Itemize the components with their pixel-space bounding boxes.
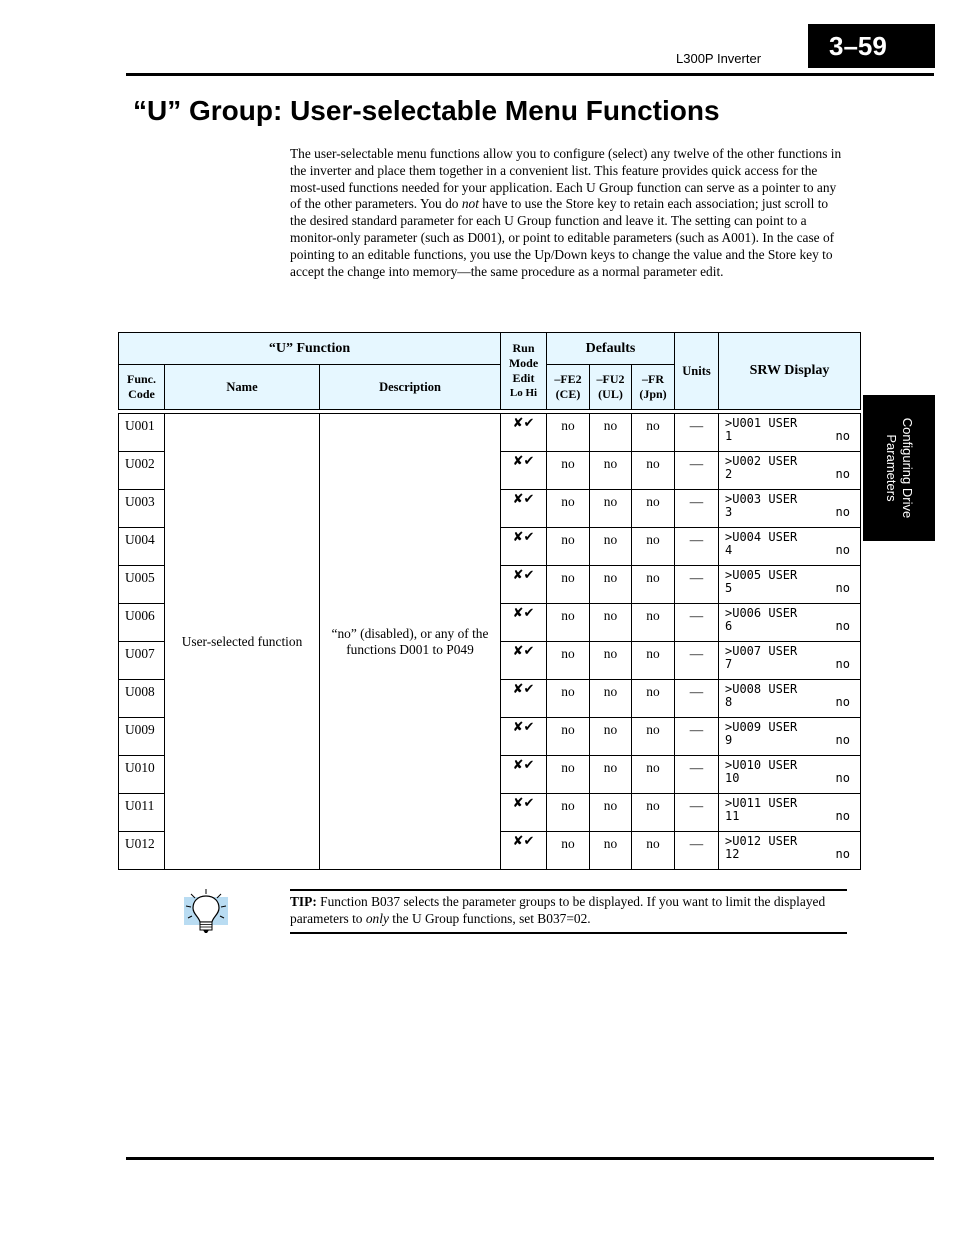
lo-hi-label: Lo Hi xyxy=(509,387,538,399)
page-number: 3–59 xyxy=(808,24,935,68)
run-mode-mark: ✘✔ xyxy=(501,452,547,490)
srw-line2-value: no xyxy=(835,847,850,861)
srw-display xyxy=(719,642,861,680)
default-fe2: no xyxy=(547,566,590,604)
table-row xyxy=(119,414,861,452)
default-fu2: no xyxy=(590,490,632,528)
function-description: “no” (disabled), or any of the functions D001 to P049 xyxy=(320,414,501,870)
func-code: U010 xyxy=(119,756,165,794)
srw-line2-value: no xyxy=(835,771,850,785)
intro-paragraph xyxy=(290,146,846,280)
func-code: U004 xyxy=(119,528,165,566)
default-fu2: no xyxy=(590,414,632,452)
func-code: U012 xyxy=(119,832,165,870)
top-rule xyxy=(126,73,934,76)
header-product: L300P Inverter xyxy=(676,51,762,66)
run-mode-mark: ✘✔ xyxy=(501,718,547,756)
header-fe2: –FE2 (CE) xyxy=(547,365,590,410)
side-tab-line1: Configuring Drive xyxy=(900,417,915,519)
default-fu2: no xyxy=(590,794,632,832)
srw-line1: >U007 USER xyxy=(725,644,798,658)
srw-display xyxy=(719,832,861,870)
default-fr: no xyxy=(632,490,675,528)
run-mode-mark: ✘✔ xyxy=(501,604,547,642)
srw-display xyxy=(719,794,861,832)
srw-line1: >U006 USER xyxy=(725,606,798,620)
srw-display xyxy=(719,680,861,718)
units: — xyxy=(675,794,719,832)
srw-line2-value: no xyxy=(835,619,850,633)
lightbulb-icon xyxy=(183,888,229,934)
srw-line2-index: 3 xyxy=(725,505,733,519)
srw-line2-value: no xyxy=(835,543,850,557)
srw-line2-value: no xyxy=(835,809,850,823)
srw-line2-index: 5 xyxy=(725,581,733,595)
tip-bottom-rule xyxy=(290,932,847,934)
units: — xyxy=(675,832,719,870)
func-code: U005 xyxy=(119,566,165,604)
func-code: U002 xyxy=(119,452,165,490)
srw-line2-index: 7 xyxy=(725,657,733,671)
srw-display xyxy=(719,718,861,756)
srw-line2-index: 9 xyxy=(725,733,733,747)
units: — xyxy=(675,490,719,528)
bottom-rule xyxy=(126,1157,934,1160)
default-fe2: no xyxy=(547,794,590,832)
srw-line2-index: 1 xyxy=(725,429,733,443)
default-fr: no xyxy=(632,756,675,794)
run-mode-mark: ✘✔ xyxy=(501,490,547,528)
function-name: User-selected function xyxy=(165,414,320,870)
intro-text-1: The user-selectable menu functions allow you to configure (select) any twelve of the other functions in the inverter and place them together in a convenient list. This feature provides quick access for the most-used functions needed for your application. Each U Group function can serve as a pointer to any of the other parameters. You do xyxy=(290,146,842,212)
run-mode-mark: ✘✔ xyxy=(501,832,547,870)
tip-label: TIP: xyxy=(290,894,317,909)
default-fu2: no xyxy=(590,642,632,680)
units: — xyxy=(675,642,719,680)
default-fr: no xyxy=(632,452,675,490)
run-mode-mark: ✘✔ xyxy=(501,680,547,718)
srw-line1: >U011 USER xyxy=(725,796,798,810)
srw-line2-value: no xyxy=(835,657,850,671)
default-fu2: no xyxy=(590,452,632,490)
srw-line1: >U003 USER xyxy=(725,492,798,506)
tip-top-rule xyxy=(290,889,847,891)
default-fe2: no xyxy=(547,528,590,566)
srw-line2-index: 6 xyxy=(725,619,733,633)
header-fu2: –FU2 (UL) xyxy=(590,365,632,410)
default-fu2: no xyxy=(590,528,632,566)
default-fe2: no xyxy=(547,642,590,680)
srw-line2-value: no xyxy=(835,505,850,519)
default-fr: no xyxy=(632,794,675,832)
func-code: U011 xyxy=(119,794,165,832)
func-code: U006 xyxy=(119,604,165,642)
run-mode-mark: ✘✔ xyxy=(501,566,547,604)
side-tab-line2: Parameters xyxy=(884,434,899,502)
units: — xyxy=(675,452,719,490)
func-code: U001 xyxy=(119,414,165,452)
default-fr: no xyxy=(632,566,675,604)
run-mode-mark: ✘✔ xyxy=(501,794,547,832)
run-mode-mark: ✘✔ xyxy=(501,528,547,566)
default-fe2: no xyxy=(547,718,590,756)
srw-line1: >U002 USER xyxy=(725,454,798,468)
srw-line1: >U005 USER xyxy=(725,568,798,582)
units: — xyxy=(675,604,719,642)
units: — xyxy=(675,718,719,756)
header-name: Name xyxy=(165,365,320,410)
srw-line2-value: no xyxy=(835,581,850,595)
srw-line1: >U012 USER xyxy=(725,834,798,848)
default-fe2: no xyxy=(547,680,590,718)
srw-line2-index: 4 xyxy=(725,543,733,557)
u-function-table xyxy=(118,332,861,870)
page-title: “U” Group: User-selectable Menu Functions xyxy=(133,95,720,126)
units: — xyxy=(675,756,719,794)
default-fe2: no xyxy=(547,414,590,452)
default-fr: no xyxy=(632,642,675,680)
intro-emphasis: not xyxy=(461,196,479,212)
func-code: U008 xyxy=(119,680,165,718)
srw-display xyxy=(719,452,861,490)
srw-line1: >U004 USER xyxy=(725,530,798,544)
func-code: U003 xyxy=(119,490,165,528)
srw-display xyxy=(719,414,861,452)
default-fe2: no xyxy=(547,604,590,642)
default-fr: no xyxy=(632,832,675,870)
default-fe2: no xyxy=(547,756,590,794)
run-mode-mark: ✘✔ xyxy=(501,642,547,680)
srw-line2-value: no xyxy=(835,429,850,443)
default-fu2: no xyxy=(590,680,632,718)
header-units: Units xyxy=(675,333,719,410)
default-fr: no xyxy=(632,414,675,452)
header-run-mode-edit xyxy=(501,333,547,410)
run-mode-mark: ✘✔ xyxy=(501,414,547,452)
default-fu2: no xyxy=(590,718,632,756)
srw-line2-index: 8 xyxy=(725,695,733,709)
default-fe2: no xyxy=(547,832,590,870)
units: — xyxy=(675,680,719,718)
srw-display xyxy=(719,528,861,566)
header-fr: –FR (Jpn) xyxy=(632,365,675,410)
default-fr: no xyxy=(632,718,675,756)
units: — xyxy=(675,528,719,566)
header-u-function: “U” Function xyxy=(119,333,501,365)
srw-line1: >U010 USER xyxy=(725,758,798,772)
default-fe2: no xyxy=(547,452,590,490)
srw-display xyxy=(719,566,861,604)
srw-display xyxy=(719,604,861,642)
default-fu2: no xyxy=(590,604,632,642)
default-fr: no xyxy=(632,528,675,566)
default-fr: no xyxy=(632,680,675,718)
default-fr: no xyxy=(632,604,675,642)
func-code: U007 xyxy=(119,642,165,680)
default-fu2: no xyxy=(590,832,632,870)
header-srw-display: SRW Display xyxy=(719,333,861,410)
intro-text-2: have to use the Store key to retain each association; just scroll to the desired standard parameter for each U Group function and leave it. The setting can point to a monitor-only parameter (such as D001), or point to editable parameters (such as A001). In the case of pointing to an editable functions, you use the Up/Down keys to change the value and the Store key to accept the change into memory—the same procedure as a normal parameter edit. xyxy=(290,196,835,279)
srw-display xyxy=(719,756,861,794)
srw-line2-index: 2 xyxy=(725,467,733,481)
section-side-tab xyxy=(863,395,935,541)
srw-line1: >U008 USER xyxy=(725,682,798,696)
srw-line2-index: 11 xyxy=(725,809,740,823)
srw-line2-value: no xyxy=(835,467,850,481)
srw-line1: >U001 USER xyxy=(725,416,798,430)
header-defaults: Defaults xyxy=(547,333,675,365)
srw-line2-value: no xyxy=(835,733,850,747)
default-fu2: no xyxy=(590,756,632,794)
srw-line2-value: no xyxy=(835,695,850,709)
srw-line2-index: 10 xyxy=(725,771,740,785)
srw-display xyxy=(719,490,861,528)
header-func-code: Func. Code xyxy=(119,365,165,410)
srw-line2-index: 12 xyxy=(725,847,740,861)
units: — xyxy=(675,414,719,452)
default-fu2: no xyxy=(590,566,632,604)
header-description: Description xyxy=(320,365,501,410)
default-fe2: no xyxy=(547,490,590,528)
func-code: U009 xyxy=(119,718,165,756)
run-mode-edit-label: Run Mode Edit xyxy=(508,341,539,385)
srw-line1: >U009 USER xyxy=(725,720,798,734)
tip-text: TIP: Function B037 selects the parameter groups to be displayed. If you want to limit the displayed parameters to only the U Group functions, set B037=02. xyxy=(290,894,826,926)
run-mode-mark: ✘✔ xyxy=(501,756,547,794)
units: — xyxy=(675,566,719,604)
